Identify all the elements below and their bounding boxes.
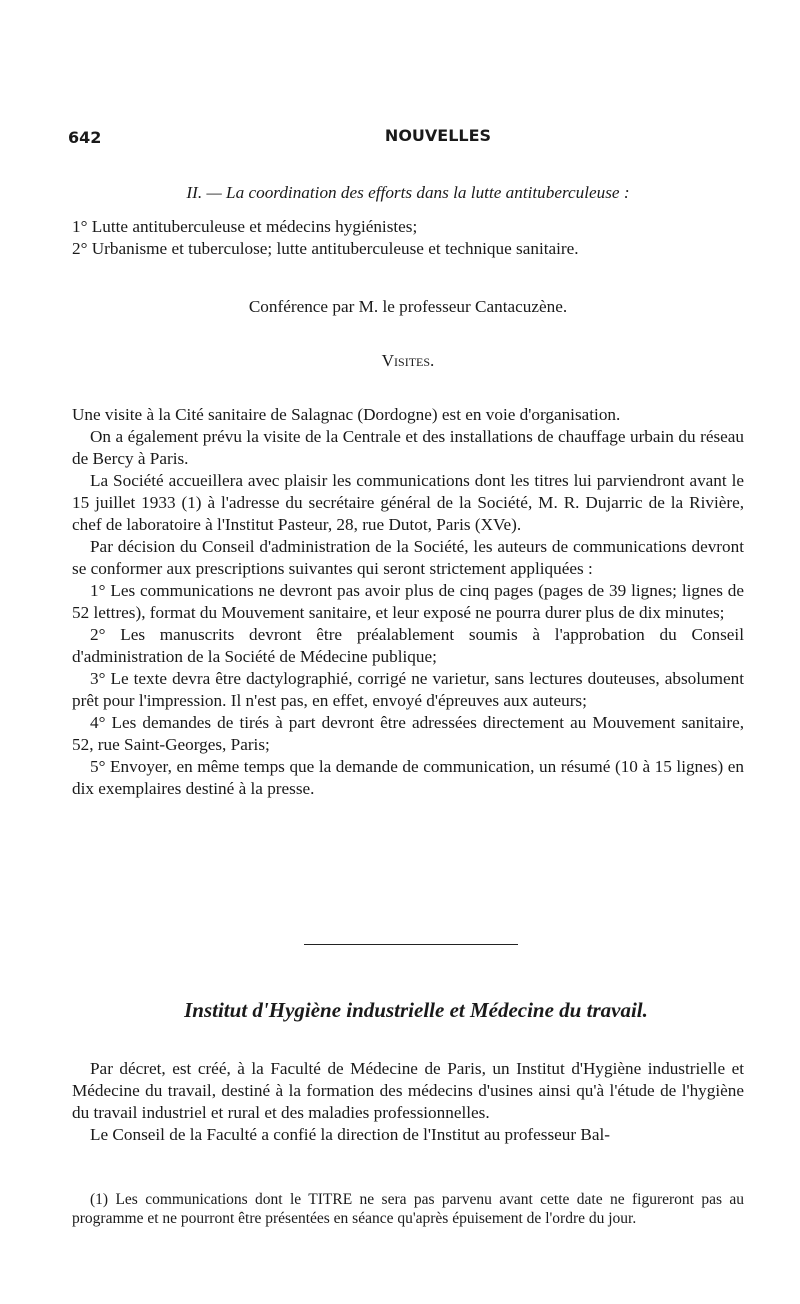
prescription-item: 2° Les manuscrits devront être préalablement soumis à l'approbation du Conseil d'administration de la Société de Médecine publique;: [72, 625, 744, 666]
program-item-2: 2° Urbanisme et tuberculose; lutte antituberculeuse et technique sanitaire.: [72, 239, 579, 258]
visits-paragraph: Par décision du Conseil d'administration de la Société, les auteurs de communications devront se conformer aux prescriptions suivantes qui seront strictement appliquées :: [72, 537, 744, 578]
institute-block: [72, 1058, 744, 1146]
program-item-1: 1° Lutte antituberculeuse et médecins hygiénistes;: [72, 217, 418, 236]
institute-paragraph: Le Conseil de la Faculté a confié la direction de l'Institut au professeur Bal-: [90, 1125, 610, 1144]
footnote-text: (1) Les communications dont le TITRE ne sera pas parvenu avant cette date ne figureront pas au programme et ne pourront être présentées en séance qu'après épuisement de l'ordre du jour.: [72, 1191, 744, 1227]
visits-heading: Visites.: [381, 351, 435, 370]
program-block: [72, 182, 744, 372]
institute-heading: Institut d'Hygiène industrielle et Médecine du travail.: [184, 998, 648, 1022]
program-ii-heading: II. — La coordination des efforts dans la lutte antituberculeuse :: [186, 183, 630, 202]
prescription-item: 1° Les communications ne devront pas avoir plus de cinq pages (pages de 39 lignes; lignes de 52 lettres), format du Mouvement sanitaire, et leur exposé ne pourra durer plus de dix minutes;: [72, 581, 744, 622]
page-header: [68, 124, 748, 152]
prescription-item: 5° Envoyer, en même temps que la demande de communication, un résumé (10 à 15 lignes) en dix exemplaires destiné à la presse.: [72, 757, 744, 798]
section-divider: [304, 944, 518, 945]
visits-paragraph: On a également prévu la visite de la Centrale et des installations de chauffage urbain du réseau de Bercy à Paris.: [72, 427, 744, 468]
visits-block: [72, 404, 744, 800]
visits-paragraph: Une visite à la Cité sanitaire de Salagnac (Dordogne) est en voie d'organisation.: [72, 405, 621, 424]
prescription-item: 4° Les demandes de tirés à part devront être adressées directement au Mouvement sanitaire, 52, rue Saint-Georges, Paris;: [72, 713, 744, 754]
footnote: [72, 1190, 744, 1228]
running-title: NOUVELLES: [384, 126, 492, 145]
prescription-item: 3° Le texte devra être dactylographié, corrigé ne varietur, sans lectures douteuses, absolument prêt pour l'impression. Il n'est pas, en effet, envoyé d'épreuves aux auteurs;: [72, 669, 744, 710]
institute-paragraph: Par décret, est créé, à la Faculté de Médecine de Paris, un Institut d'Hygiène industrielle et Médecine du travail, destiné à la formation des médecins d'usines ainsi qu'à l'étude de l'hygiène du travail industriel et rural et des maladies professionnelles.: [72, 1059, 744, 1122]
page-number: 642: [68, 128, 102, 147]
conference-line: Conférence par M. le professeur Cantacuzène.: [248, 297, 568, 316]
visits-paragraph: La Société accueillera avec plaisir les communications dont les titres lui parviendront avant le 15 juillet 1933 (1) à l'adresse du secrétaire général de la Société, M. R. Dujarric de la Rivière, chef de laboratoire à l'Institut Pasteur, 28, rue Dutot, Paris (XVe).: [72, 471, 744, 534]
